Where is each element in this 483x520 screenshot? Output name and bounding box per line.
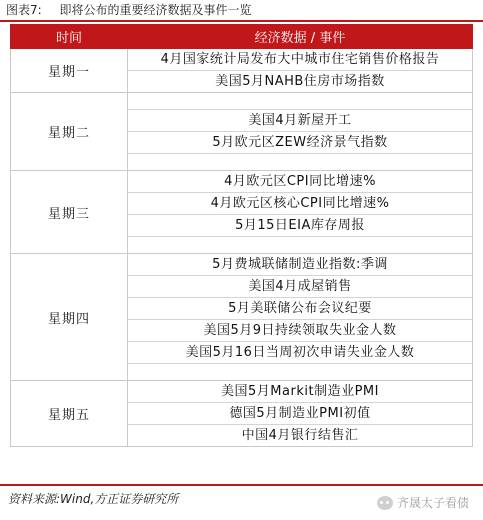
table-row [11,254,473,381]
event-item-empty [128,154,472,170]
source-text: 资料来源:Wind,方正证券研究所 [8,492,179,506]
events-cell [128,254,473,381]
figure-title-bar [0,0,483,22]
event-item: 美国5月NAHB住房市场指数 [215,74,385,89]
figure-label: 图表7: [6,3,42,17]
events-cell [128,171,473,254]
table-row [11,381,473,447]
day-cell: 星期一 [11,49,128,93]
events-table [10,24,473,447]
event-item: 5月欧元区ZEW经济景气指数 [128,132,472,154]
header-time: 时间 [11,25,128,49]
event-item-empty [128,237,472,253]
watermark-text: 齐晟太子看债 [396,496,469,510]
events-cell [128,93,473,171]
table-row [11,49,473,93]
event-item: 美国5月Markit制造业PMI [128,381,472,403]
event-item: 5月美联储公布会议纪要 [128,298,472,320]
event-item: 中国4月银行结售汇 [241,428,359,443]
table-row [11,93,473,171]
day-cell: 星期五 [11,381,128,447]
table-row [11,171,473,254]
watermark [377,494,469,511]
event-item: 4月欧元区CPI同比增速% [128,171,472,193]
event-item: 美国5月16日当周初次申请失业金人数 [128,342,472,364]
event-item: 5月15日EIA库存周报 [128,215,472,237]
day-cell: 星期四 [11,254,128,381]
header-events: 经济数据 / 事件 [128,25,473,49]
event-item: 德国5月制造业PMI初值 [128,403,472,425]
figure-title: 即将公布的重要经济数据及事件一览 [59,3,252,17]
event-item-empty [128,364,472,380]
table-header-row [11,25,473,49]
event-item: 5月费城联储制造业指数:季调 [128,254,472,276]
event-item: 美国4月新屋开工 [128,110,472,132]
event-item-empty [128,93,472,110]
day-cell: 星期二 [11,93,128,171]
event-item: 美国4月成屋销售 [128,276,472,298]
event-item: 4月欧元区核心CPI同比增速% [128,193,472,215]
events-cell [128,49,473,93]
events-cell [128,381,473,447]
event-item: 美国5月9日持续领取失业金人数 [128,320,472,342]
wechat-icon [377,496,393,510]
event-item: 4月国家统计局发布大中城市住宅销售价格报告 [128,49,472,71]
day-cell: 星期三 [11,171,128,254]
